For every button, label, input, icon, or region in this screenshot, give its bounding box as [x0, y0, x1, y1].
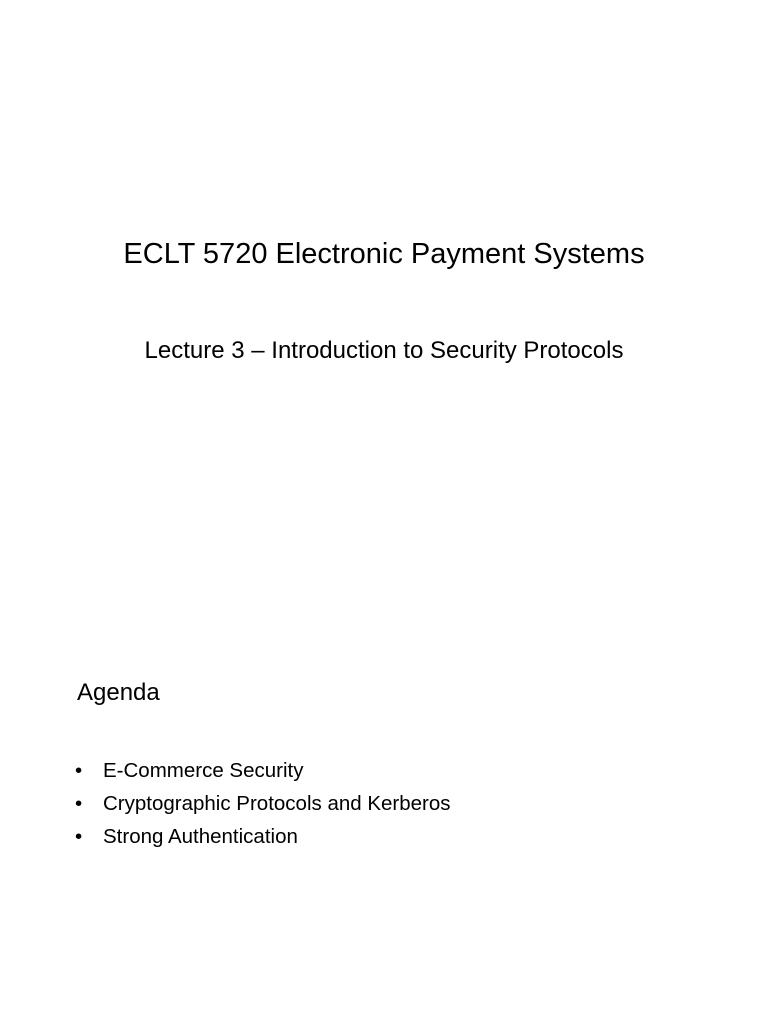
bullet-icon: • — [75, 825, 83, 848]
agenda-slide — [0, 512, 768, 1024]
bullet-icon: • — [75, 759, 83, 782]
agenda-item-label: Cryptographic Protocols and Kerberos — [103, 792, 451, 815]
agenda-heading: Agenda — [77, 679, 160, 706]
course-title: ECLT 5720 Electronic Payment Systems — [123, 238, 645, 270]
agenda-item-label: Strong Authentication — [103, 825, 298, 848]
agenda-item — [75, 754, 451, 787]
agenda-list — [75, 754, 451, 853]
lecture-title: Lecture 3 – Introduction to Security Protocols — [144, 337, 624, 364]
agenda-item — [75, 820, 451, 853]
agenda-item-label: E-Commerce Security — [103, 759, 304, 782]
bullet-icon: • — [75, 792, 83, 815]
agenda-item — [75, 787, 451, 820]
